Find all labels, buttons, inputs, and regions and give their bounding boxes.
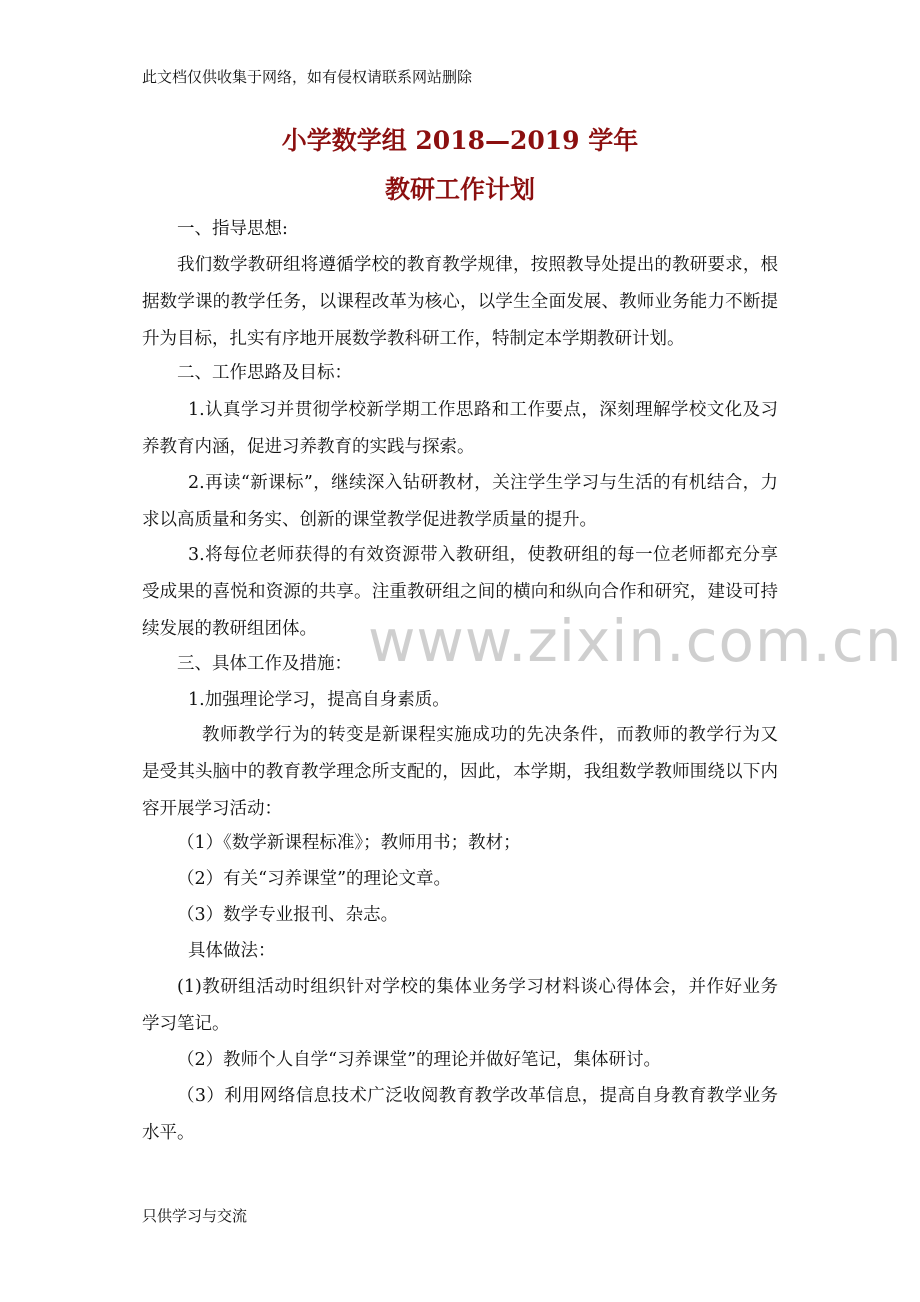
- goal-item-3: 3.将每位老师获得的有效资源带入教研组，使教研组的每一位老师都充分享受成果的喜悦和资源的共享。注重教研组之间的横向和纵向合作和研究，建设可持续发展的教研组团体。: [142, 545, 778, 639]
- watermark: www.zixin.com.cn: [368, 607, 903, 675]
- document-title: 小学数学组 2018—2019 学年: [281, 126, 639, 155]
- goal-item-1: 1.认真学习并贯彻学校新学期工作思路和工作要点，深刻理解学校文化及习养教育内涵，促进习养教育的实践与探索。: [142, 400, 778, 457]
- section-heading-guiding-thought: 一、指导思想:: [177, 219, 288, 239]
- document-subtitle: 教研工作计划: [384, 175, 535, 204]
- method-item-2: （2）教师个人自学“习养课堂”的理论并做好笔记，集体研讨。: [177, 1050, 662, 1070]
- paragraph-guiding-thought: 我们数学教研组将遵循学校的教育教学规律，按照教导处提出的教研要求，根据数学课的教学任务，以课程改革为核心，以学生全面发展、教师业务能力不断提升为目标，扎实有序地开展数学教科研工作，特制定本学期教研计划。: [142, 255, 778, 349]
- material-item-3: （3）数学专业报刊、杂志。: [177, 905, 399, 925]
- method-item-3: （3）利用网络信息技术广泛收阅教育教学改革信息，提高自身教育教学业务水平。: [142, 1086, 778, 1143]
- method-item-1: (1)教研组活动时组织针对学校的集体业务学习材料谈心得体会，并作好业务学习笔记。: [142, 977, 778, 1034]
- method-heading: 具体做法：: [188, 941, 276, 961]
- footer-note: 只供学习与交流: [142, 1207, 248, 1225]
- header-disclaimer: 此文档仅供收集于网络，如有侵权请联系网站删除: [142, 68, 473, 86]
- material-item-1: （1）《数学新课程标准》；教师用书；教材；: [177, 833, 521, 853]
- goal-item-2: 2.再读“新课标”，继续深入钻研教材，关注学生学习与生活的有机结合，力求以高质量和务实、创新的课堂教学促进教学质量的提升。: [142, 473, 778, 530]
- section-heading-measures: 三、具体工作及措施：: [177, 654, 352, 674]
- section-heading-goals: 二、工作思路及目标：: [177, 363, 352, 383]
- paragraph-measures: 教师教学行为的转变是新课程实施成功的先决条件，而教师的教学行为又是受其头脑中的教育教学理念所支配的，因此，本学期，我组数学教师围绕以下内容开展学习活动：: [142, 725, 778, 819]
- material-item-2: （2）有关“习养课堂”的理论文章。: [177, 869, 452, 889]
- measure-subheading-1: 1.加强理论学习，提高自身素质。: [188, 690, 450, 710]
